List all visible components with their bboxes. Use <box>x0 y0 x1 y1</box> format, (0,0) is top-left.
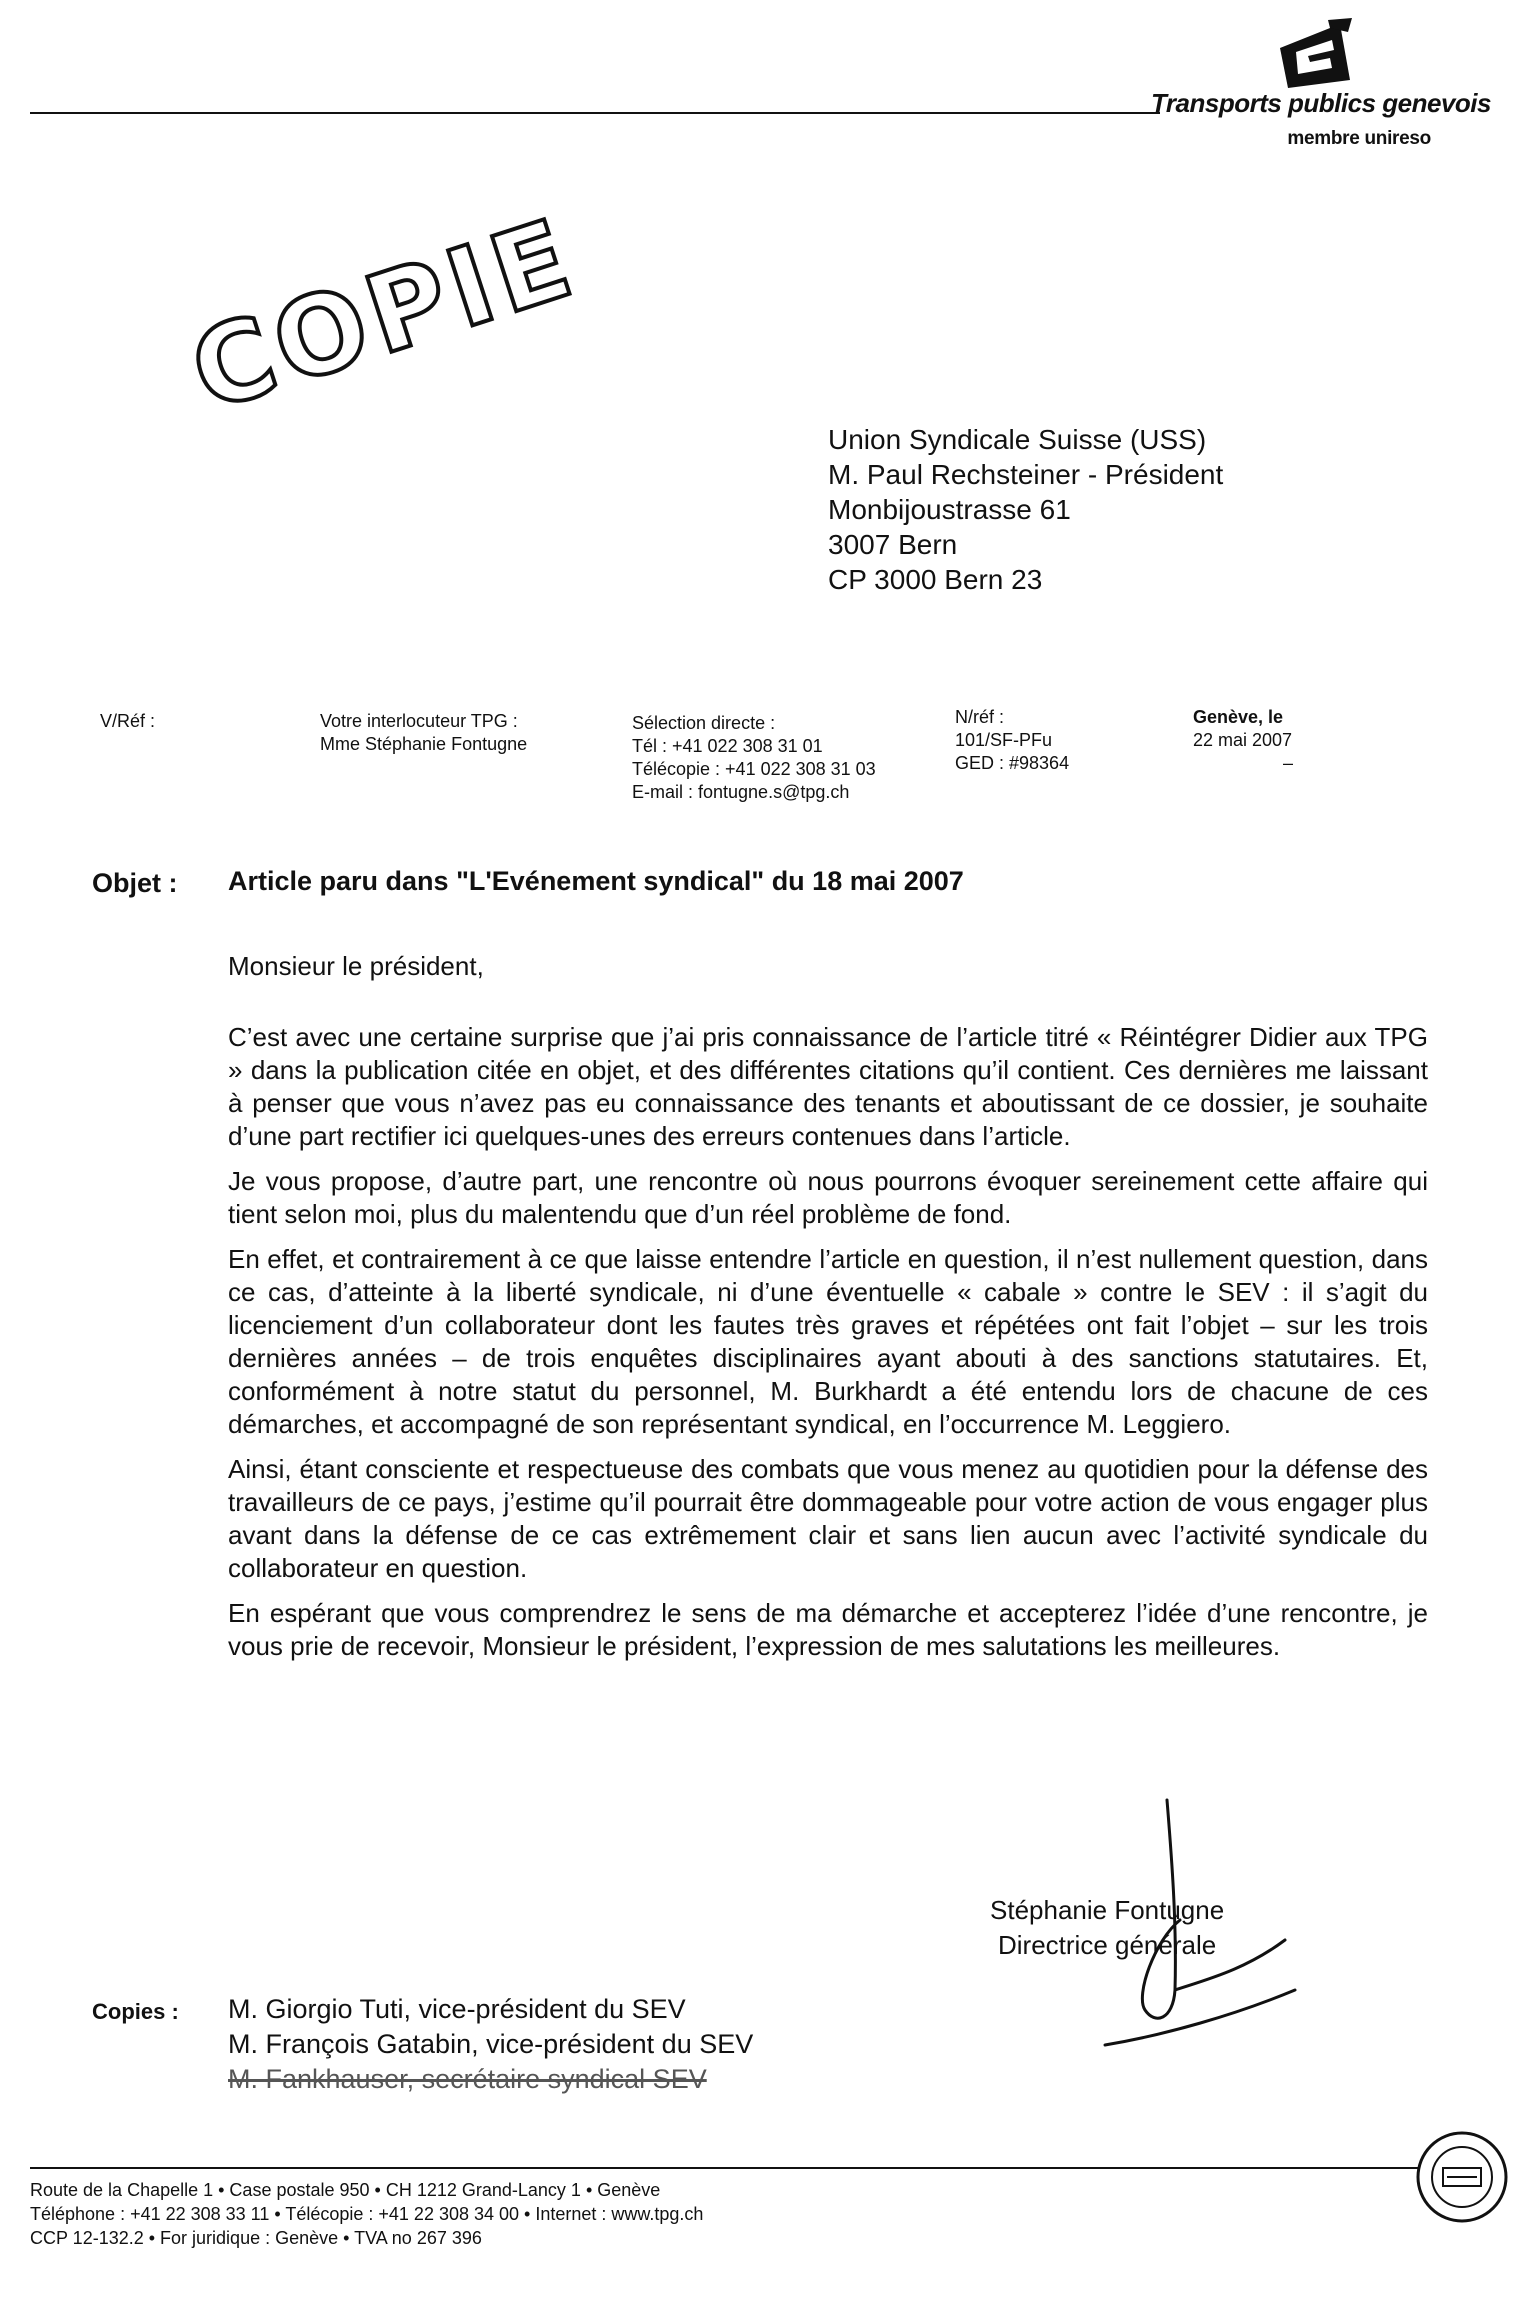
footer-legal: CCP 12-132.2 • For juridique : Genève • TVA no 267 396 <box>30 2228 482 2248</box>
contact-block <box>320 710 527 756</box>
copy-recipient: M. François Gatabin, vice-président du SEV <box>228 2029 754 2059</box>
date-dash: – <box>1283 753 1294 773</box>
direct-contact-block <box>632 712 876 804</box>
ged-number: GED : #98364 <box>955 753 1070 773</box>
footer-rule <box>30 2167 1420 2169</box>
date-block <box>1193 706 1293 775</box>
recipient-line: CP 3000 Bern 23 <box>828 564 1043 595</box>
footer <box>30 2178 703 2250</box>
body-paragraph: Je vous propose, d’autre part, une rencontre où nous pourrons évoquer sereinement cette affaire qui tient selon moi, plus du malentendu que d’un réel problème de fond. <box>228 1166 1428 1229</box>
footer-address: Route de la Chapelle 1 • Case postale 950 • CH 1212 Grand-Lancy 1 • Genève <box>30 2180 661 2200</box>
our-reference-value: 101/SF-PFu <box>955 730 1053 750</box>
body-paragraph: En espérant que vous comprendrez le sens de ma démarche et accepterez l’idée d’une rencontre, je vous prie de recevoir, Monsieur le président, l’expression de mes salutations les meilleures. <box>228 1598 1428 1661</box>
our-reference-block <box>955 706 1069 775</box>
salutation: Monsieur le président, <box>228 951 484 981</box>
recipient-line: Union Syndicale Suisse (USS) <box>828 424 1207 455</box>
recipient-address <box>828 422 1223 597</box>
signer-name: Stéphanie Fontugne <box>990 1895 1225 1925</box>
header-rule <box>30 112 1160 114</box>
org-member: membre unireso <box>1287 128 1431 149</box>
certification-seal-icon <box>1415 2130 1510 2225</box>
your-reference-label: V/Réf : <box>100 711 156 731</box>
copies-list <box>228 1992 753 2097</box>
letter-date: 22 mai 2007 <box>1193 730 1293 750</box>
copy-recipient-redacted: M. Fankhauser, secrétaire syndical SEV <box>228 2064 707 2094</box>
recipient-line: M. Paul Rechsteiner - Président <box>828 459 1224 490</box>
direct-fax: Télécopie : +41 022 308 31 03 <box>632 759 876 779</box>
org-name: Transports publics genevois <box>1150 88 1491 118</box>
body-paragraph: En effet, et contrairement à ce que laisse entendre l’article en question, il n’est nullement question, dans ce cas, d’atteinte à la liberté syndicale, ni d’une éventuelle « cabale » contre le SEV : il s’agit du licenciement d’un collaborateur dont les fautes très graves et répétées ont fait l’objet – sur les trois dernières années – de trois enquêtes disciplinaires ayant abouti à des sanctions statutaires. Et, conformément à notre statut du personnel, M. Burkhardt a été entendu lors de chacune de ces démarches, et accompagné de son représentant syndical, en l’occurrence M. Leggiero. <box>228 1244 1428 1439</box>
direct-email: E-mail : fontugne.s@tpg.ch <box>632 782 850 802</box>
stamp-text: COPIE <box>177 195 591 436</box>
body-paragraph: Ainsi, étant consciente et respectueuse des combats que vous menez au quotidien pour la défense des travailleurs de ce pays, j’estime qu’il pourrait être dommageable pour votre action de vous engager plus avant dans la défense de ce cas extrêmement clair et sans lien aucun avec l’activité syndicale du collaborateur en question. <box>228 1454 1428 1583</box>
subject-text: Article paru dans "L'Evénement syndical" du 18 mai 2007 <box>228 866 964 896</box>
our-reference-label: N/réf : <box>955 707 1005 727</box>
copies-label: Copies : <box>92 1999 179 2024</box>
place-label: Genève, le <box>1193 707 1284 727</box>
signer-title: Directrice générale <box>998 1930 1217 1960</box>
letter-body <box>228 950 1428 1675</box>
recipient-line: 3007 Bern <box>828 529 958 560</box>
contact-label: Votre interlocuteur TPG : <box>320 711 518 731</box>
contact-name: Mme Stéphanie Fontugne <box>320 734 528 754</box>
footer-contact: Téléphone : +41 22 308 33 11 • Télécopie : +41 22 308 34 00 • Internet : www.tpg.ch <box>30 2204 704 2224</box>
recipient-line: Monbijoustrasse 61 <box>828 494 1071 525</box>
subject-label: Objet : <box>92 868 178 898</box>
direct-label: Sélection directe : <box>632 713 776 733</box>
tpg-logo <box>1268 18 1356 90</box>
signature-block <box>990 1893 1224 1963</box>
body-paragraph: C’est avec une certaine surprise que j’ai pris connaissance de l’article titré « Réintégrer Didier aux TPG » dans la publication citée en objet, et des différentes citations qu’il contient. Ces dernières me laissant à penser que vous n’avez pas eu connaissance des tenants et aboutissant de ce dossier, je souhaite d’une part rectifier ici quelques-unes des erreurs contenues dans l’article. <box>228 1022 1428 1151</box>
copie-stamp <box>170 195 591 436</box>
direct-tel: Tél : +41 022 308 31 01 <box>632 736 823 756</box>
copy-recipient: M. Giorgio Tuti, vice-président du SEV <box>228 1994 686 2024</box>
